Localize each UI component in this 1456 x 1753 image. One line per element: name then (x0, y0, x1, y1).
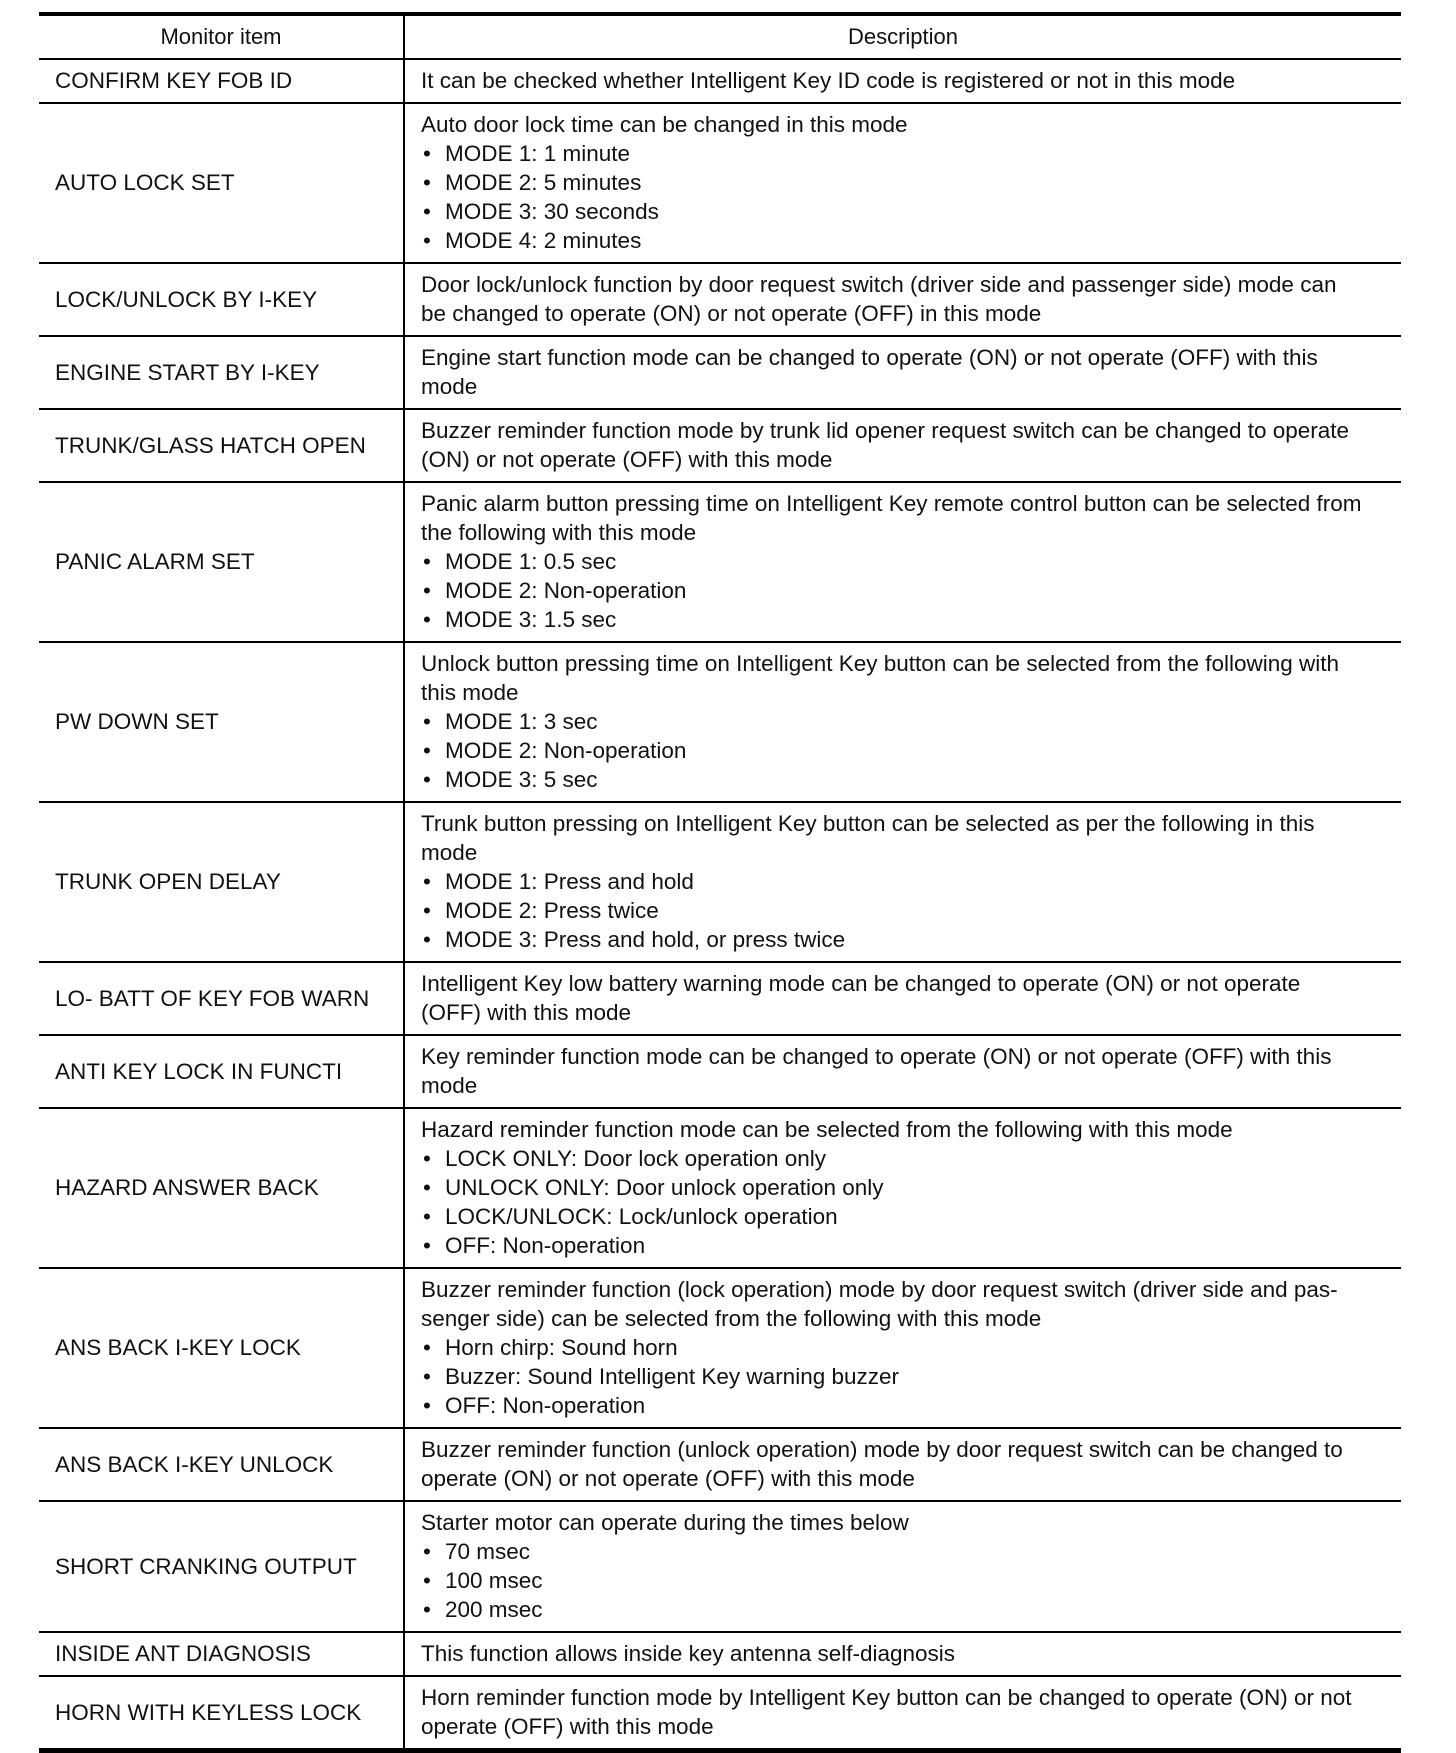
monitor-item-table (39, 12, 1401, 1753)
monitor-item-cell: CONFIRM KEY FOB ID (39, 59, 404, 103)
description-bullet-item: • LOCK ONLY: Door lock operation only (421, 1144, 1391, 1173)
description-text-line: mode (421, 840, 478, 865)
description-text-line: be changed to operate (ON) or not operate (OFF) in this mode (421, 301, 1042, 326)
description-text-line: Starter motor can operate during the times below (421, 1510, 909, 1535)
monitor-item-cell: HORN WITH KEYLESS LOCK (39, 1676, 404, 1751)
table-row (39, 642, 1401, 802)
description-cell (404, 802, 1401, 962)
description-bullet-item: • OFF: Non-operation (421, 1391, 1391, 1420)
description-text-line: (OFF) with this mode (421, 1000, 632, 1025)
description-cell (404, 642, 1401, 802)
monitor-item-cell: TRUNK OPEN DELAY (39, 802, 404, 962)
description-text-line: Intelligent Key low battery warning mode can be changed to operate (ON) or not operate (421, 971, 1301, 996)
table-row (39, 1035, 1401, 1108)
table-row (39, 962, 1401, 1035)
description-cell (404, 263, 1401, 336)
monitor-item-cell: ANS BACK I-KEY UNLOCK (39, 1428, 404, 1501)
header-monitor-item: Monitor item (39, 14, 404, 59)
monitor-item-cell: AUTO LOCK SET (39, 103, 404, 263)
monitor-item-cell: ANTI KEY LOCK IN FUNCTI (39, 1035, 404, 1108)
table-row (39, 1501, 1401, 1632)
description-bullet-item: • MODE 2: Non-operation (421, 736, 1391, 765)
description-bullet-item: • MODE 1: 0.5 sec (421, 547, 1391, 576)
description-text-line: Auto door lock time can be changed in this mode (421, 112, 908, 137)
description-text-line: This function allows inside key antenna self-diagnosis (421, 1641, 956, 1666)
description-cell (404, 962, 1401, 1035)
table-row (39, 263, 1401, 336)
table-row (39, 103, 1401, 263)
description-cell (404, 336, 1401, 409)
description-cell (404, 1501, 1401, 1632)
description-bullet-item: • MODE 3: 5 sec (421, 765, 1391, 794)
table-body (39, 59, 1401, 1751)
description-text-line: Key reminder function mode can be changed to operate (ON) or not operate (OFF) with this (421, 1044, 1332, 1069)
description-bullet-item: • MODE 3: Press and hold, or press twice (421, 925, 1391, 954)
description-bullet-item: • MODE 3: 1.5 sec (421, 605, 1391, 634)
description-bullet-item: • MODE 2: Press twice (421, 896, 1391, 925)
monitor-item-cell: TRUNK/GLASS HATCH OPEN (39, 409, 404, 482)
description-cell (404, 1632, 1401, 1676)
description-text-line: Buzzer reminder function mode by trunk lid opener request switch can be changed to operate (421, 418, 1350, 443)
table-row (39, 336, 1401, 409)
description-text-line: operate (ON) or not operate (OFF) with this mode (421, 1466, 915, 1491)
description-bullet-item: • MODE 1: 3 sec (421, 707, 1391, 736)
description-cell (404, 1035, 1401, 1108)
description-bullet-item: • MODE 1: 1 minute (421, 139, 1391, 168)
description-bullet-item: • MODE 2: 5 minutes (421, 168, 1391, 197)
description-text-line: Buzzer reminder function (unlock operation) mode by door request switch can be changed to (421, 1437, 1343, 1462)
description-cell (404, 409, 1401, 482)
description-text-line: the following with this mode (421, 520, 697, 545)
description-bullet-item: • 70 msec (421, 1537, 1391, 1566)
monitor-item-cell: HAZARD ANSWER BACK (39, 1108, 404, 1268)
description-bullet-item: • Horn chirp: Sound horn (421, 1333, 1391, 1362)
description-cell (404, 1108, 1401, 1268)
description-cell (404, 482, 1401, 642)
description-text-line: Door lock/unlock function by door request switch (driver side and passenger side) mode can (421, 272, 1337, 297)
description-bullet-item: • UNLOCK ONLY: Door unlock operation only (421, 1173, 1391, 1202)
description-text-line: this mode (421, 680, 519, 705)
monitor-item-cell: SHORT CRANKING OUTPUT (39, 1501, 404, 1632)
description-text-line: mode (421, 374, 478, 399)
description-bullet-item: • 200 msec (421, 1595, 1391, 1624)
description-bullet-item: • OFF: Non-operation (421, 1231, 1391, 1260)
monitor-item-cell: ANS BACK I-KEY LOCK (39, 1268, 404, 1428)
description-text-line: senger side) can be selected from the following with this mode (421, 1306, 1042, 1331)
description-bullet-item: • LOCK/UNLOCK: Lock/unlock operation (421, 1202, 1391, 1231)
monitor-item-cell: PW DOWN SET (39, 642, 404, 802)
description-bullet-item: • MODE 2: Non-operation (421, 576, 1391, 605)
description-bullet-item: • MODE 4: 2 minutes (421, 226, 1391, 255)
description-text-line: Horn reminder function mode by Intelligent Key button can be changed to operate (ON) or not (421, 1685, 1352, 1710)
description-bullet-item: • MODE 1: Press and hold (421, 867, 1391, 896)
monitor-item-cell: LO- BATT OF KEY FOB WARN (39, 962, 404, 1035)
table-row (39, 59, 1401, 103)
table-row (39, 1108, 1401, 1268)
description-text-line: Panic alarm button pressing time on Intelligent Key remote control button can be selected from (421, 491, 1362, 516)
description-cell (404, 1676, 1401, 1751)
description-text-line: Buzzer reminder function (lock operation) mode by door request switch (driver side and pas- (421, 1277, 1338, 1302)
description-cell (404, 103, 1401, 263)
description-cell (404, 1268, 1401, 1428)
table-row (39, 802, 1401, 962)
description-text-line: Engine start function mode can be changed to operate (ON) or not operate (OFF) with this (421, 345, 1318, 370)
monitor-item-cell: PANIC ALARM SET (39, 482, 404, 642)
description-cell (404, 59, 1401, 103)
description-text-line: Hazard reminder function mode can be selected from the following with this mode (421, 1117, 1233, 1142)
description-text-line: Trunk button pressing on Intelligent Key button can be selected as per the following in this (421, 811, 1315, 836)
description-text-line: Unlock button pressing time on Intelligent Key button can be selected from the following with (421, 651, 1340, 676)
table-row (39, 1676, 1401, 1751)
description-bullet-item: • Buzzer: Sound Intelligent Key warning buzzer (421, 1362, 1391, 1391)
table-row (39, 1268, 1401, 1428)
monitor-item-cell: INSIDE ANT DIAGNOSIS (39, 1632, 404, 1676)
monitor-item-cell: LOCK/UNLOCK BY I-KEY (39, 263, 404, 336)
description-cell (404, 1428, 1401, 1501)
monitor-item-cell: ENGINE START BY I-KEY (39, 336, 404, 409)
header-description: Description (404, 14, 1401, 59)
table-row (39, 1428, 1401, 1501)
description-text-line: It can be checked whether Intelligent Key ID code is registered or not in this mode (421, 68, 1236, 93)
header-row (39, 14, 1401, 59)
description-text-line: (ON) or not operate (OFF) with this mode (421, 447, 833, 472)
table-row (39, 409, 1401, 482)
description-text-line: mode (421, 1073, 478, 1098)
table-row (39, 1632, 1401, 1676)
description-bullet-item: • MODE 3: 30 seconds (421, 197, 1391, 226)
description-text-line: operate (OFF) with this mode (421, 1714, 714, 1739)
description-bullet-item: • 100 msec (421, 1566, 1391, 1595)
table-row (39, 482, 1401, 642)
